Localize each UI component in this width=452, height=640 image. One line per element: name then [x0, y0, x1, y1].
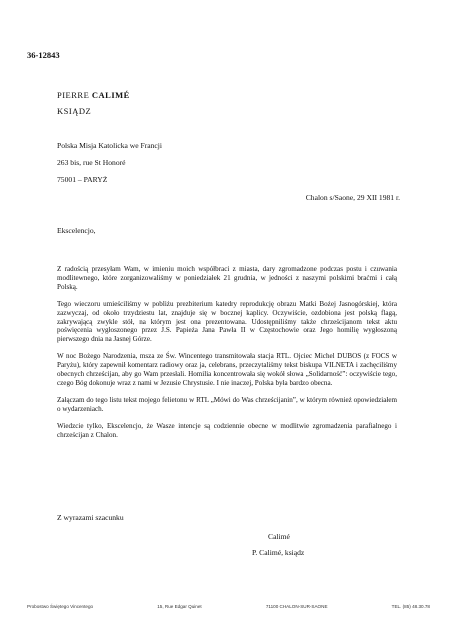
paragraph: Z radością przesyłam Wam, w imieniu moich współbraci z miasta, dary zgromadzone podczas postu i czuwania modlitewnego, które zorganizowaliśmy w poniedziałek 21 grudnia, w jedności z naszymi polskimi braćmi i całą Polską. [57, 265, 397, 291]
date-line: Chalon s/Saone, 29 XII 1981 r. [305, 193, 400, 202]
paragraph: Tego wieczoru umieściliśmy w pobliżu prezbiterium katedry reprodukcję obrazu Matki Bożej Jasnogórskiej, która zazwyczaj, od około trzydziestu lat, znajduje się w bocznej kaplicy. Oczywiście, ozdobiona jest polską flagą, zakrywającą zwykle stół, na którym jest ona prezentowana. Udostępniliśmy także chrześcijanom tekst aktu poświęcenia wygłoszonego przez J.S. Papieża Jana Pawła II w Częstochowie oraz Jego homilię wygłoszoną pierwszego dnia na Jasnej Górze. [57, 299, 397, 344]
paragraph: Wiedzcie tylko, Ekscelencjo, że Wasze intencje są codziennie obecne w modlitwie zgromadzenia parafialnego i chrześcijan z Chalon. [57, 421, 397, 439]
sender-first-name: PIERRE [57, 90, 92, 100]
footer-street: 15, Rue Edgar Quinet [157, 604, 202, 609]
recipient-line-2: 263 bis, rue St Honoré [57, 158, 126, 167]
signed-name: P. Calimé, ksiądz [252, 548, 305, 557]
closing: Z wyrazami szacunku [57, 513, 124, 522]
salutation: Ekscelencjo, [57, 226, 96, 235]
footer-city: 71100 CHALON-SUR-SAONE [265, 604, 328, 609]
recipient-line-3: 75001 – PARYŻ [57, 175, 108, 184]
reference-number: 36-12843 [27, 50, 60, 60]
footer [27, 604, 430, 609]
paragraph: W noc Bożego Narodzenia, msza ze Św. Wincentego transmitowała stacja RTL. Ojciec Michel DUBOS (z FOCS w Paryżu), który zapewnił komentarz radiowy oraz ja, celebrans, przeczytaliśmy tekst biskupa VILNETA i zachęciliśmy obecnych chrześcijan, aby go Wam przesłali. Homilia koncentrowała się wokół słowa „Solidarność”: oczywiście tego, czego Bóg dokonuje wraz z nami w Jezusie Chrystusie. I nie inaczej, Polska była bardzo obecna. [57, 352, 397, 387]
sender-name [57, 90, 130, 100]
recipient-line-1: Polska Misja Katolicka we Francji [57, 141, 163, 150]
paragraph: Załączam do tego listu tekst mojego felietonu w RTL „Mówi do Was chrześcijanin”, w którym również opowiedziałem o wydarzeniach. [57, 395, 397, 413]
sender-title: KSIĄDZ [57, 106, 92, 116]
letter-body [57, 265, 397, 448]
footer-phone: TEL. (85) 48.30.78 [391, 604, 430, 609]
signature: Calimé [268, 532, 290, 541]
sender-last-name: CALIMÉ [91, 90, 130, 100]
footer-parish: Probostwo Świętego Vincentego [27, 604, 94, 609]
